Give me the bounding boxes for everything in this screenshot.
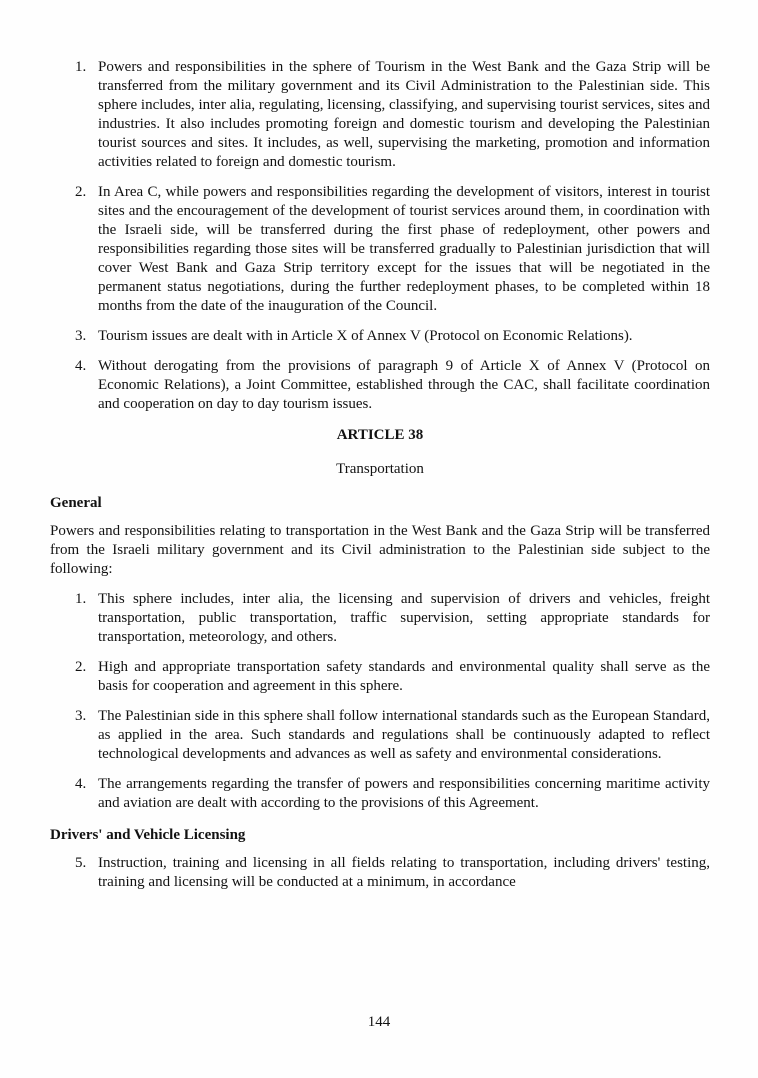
general-intro-paragraph: Powers and responsibilities relating to transportation in the West Bank and the Gaza Strip will be transferred from the Israeli military government and its Civil administration to the Palestinian side subject to the following: [50,523,710,577]
tourism-list [75,58,710,414]
item-number: 3. [75,328,87,344]
list-item [75,658,710,696]
item-text: Without derogating from the provisions of paragraph 9 of Article X of Annex V (Protocol on Economic Relations), a Joint Committee, established through the CAC, shall facilitate coordination and cooperation on day to day tourism issues. [98,358,710,412]
article-heading: ARTICLE 38 [336,427,424,443]
item-number: 1. [75,59,87,75]
item-text: In Area C, while powers and responsibilities regarding the development of visitors, interest in tourist sites and the encouragement of the development of tourist services around them, in coordination with the Israeli side, will be transferred during the first phase of redeployment, other powers and responsibilities regarding those sites will be transferred gradually to Palestinian jurisdiction that will cover West Bank and Gaza Strip territory except for the issues that will be negotiated in the permanent status negotiations, during the further redeployment phases, to be completed within 18 months from the date of the inauguration of the Council. [98,184,710,314]
item-number: 3. [75,708,87,724]
item-number: 4. [75,358,87,374]
section-heading-licensing: Drivers' and Vehicle Licensing [50,827,246,843]
item-text: The arrangements regarding the transfer of powers and responsibilities concerning maritime activity and aviation are dealt with according to the provisions of this Agreement. [98,776,710,811]
article-subtitle: Transportation [336,461,424,477]
item-number: 4. [75,776,87,792]
item-number: 5. [75,855,87,871]
list-item [75,590,710,647]
item-number: 2. [75,659,87,675]
list-item [75,357,710,414]
list-item [75,327,710,346]
page-number: 144 [367,1014,391,1030]
transportation-list [75,590,710,813]
list-item [75,183,710,316]
list-item [75,707,710,764]
section-heading-general: General [50,495,102,511]
item-number: 2. [75,184,87,200]
item-text: High and appropriate transportation safety standards and environmental quality shall serve as the basis for cooperation and agreement in this sphere. [98,659,710,694]
list-item [75,854,710,892]
item-text: Instruction, training and licensing in all fields relating to transportation, including drivers' testing, training and licensing will be conducted at a minimum, in accordance [98,855,710,890]
item-text: The Palestinian side in this sphere shall follow international standards such as the European Standard, as applied in the area. Such standards and regulations shall be continuously adapted to reflect technological developments and advances as well as safety and environmental considerations. [98,708,710,762]
list-item [75,775,710,813]
item-number: 1. [75,591,87,607]
item-text: Tourism issues are dealt with in Article X of Annex V (Protocol on Economic Relations). [98,328,633,344]
item-text: Powers and responsibilities in the sphere of Tourism in the West Bank and the Gaza Strip will be transferred from the military government and its Civil Administration to the Palestinian side. This sphere includes, inter alia, regulating, licensing, classifying, and supervising tourist services, sites and industries. It also includes promoting foreign and domestic tourism and developing the Palestinian tourist sources and sites. It includes, as well, supervising the marketing, promotion and information activities related to foreign and domestic tourism. [98,59,710,170]
list-item [75,58,710,172]
licensing-list [75,854,710,892]
item-text: This sphere includes, inter alia, the licensing and supervision of drivers and vehicles, freight transportation, public transportation, traffic supervision, setting appropriate standards for transportation, meteorology, and others. [98,591,710,645]
